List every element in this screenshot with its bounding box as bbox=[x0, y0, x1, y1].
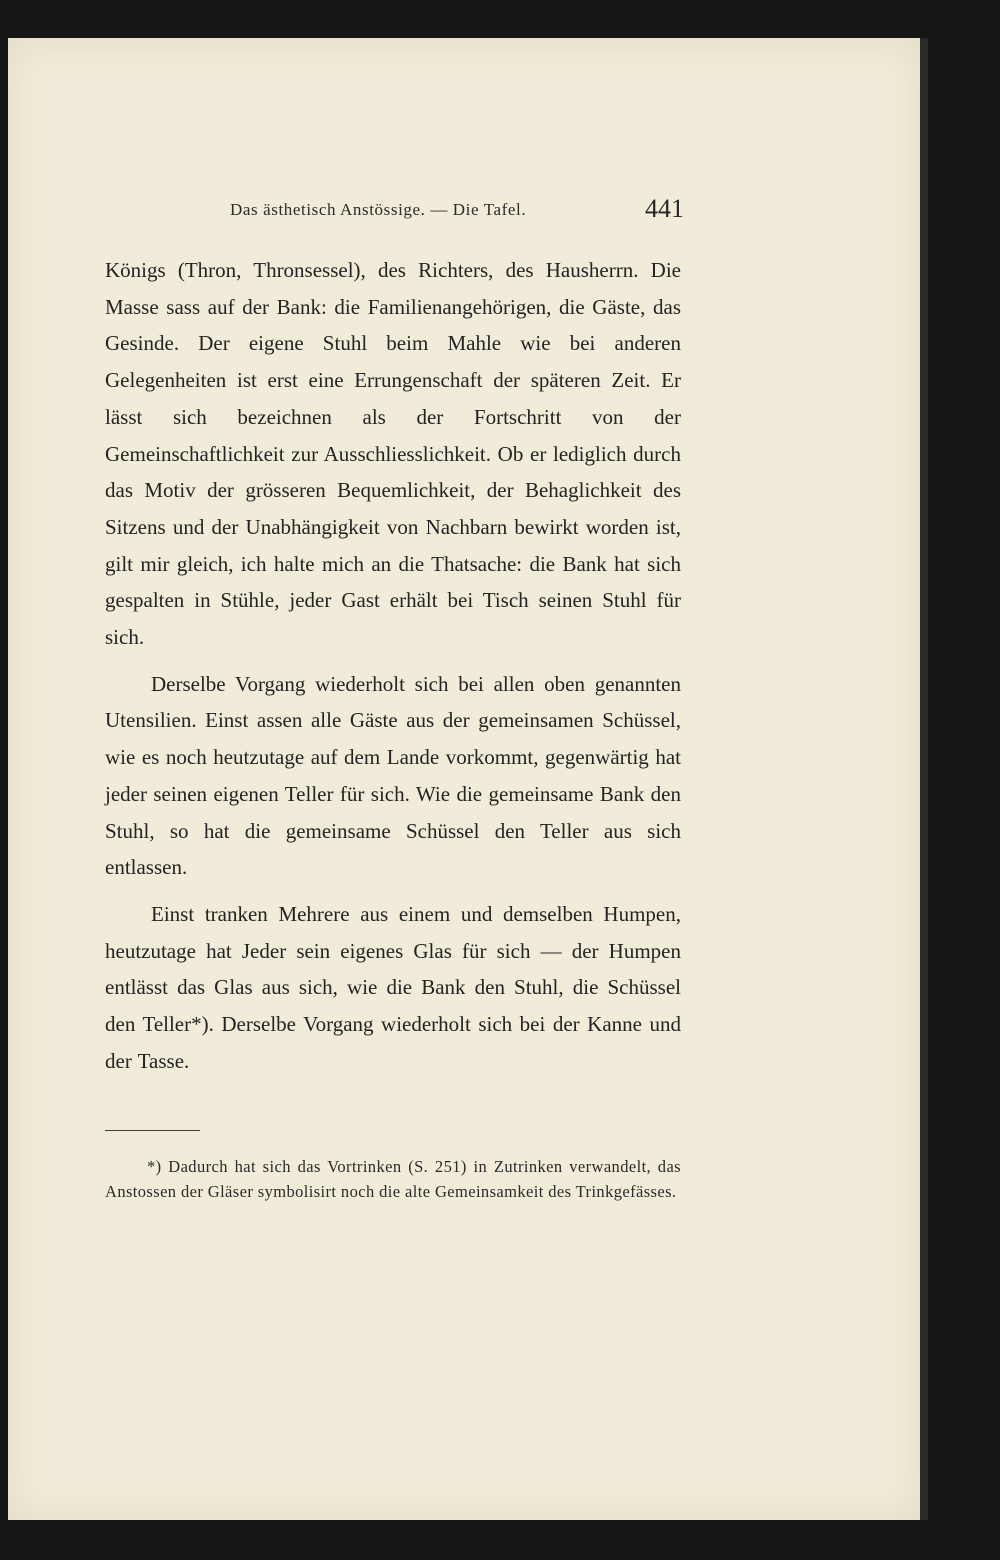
page-edge bbox=[920, 38, 928, 1520]
body-text bbox=[105, 252, 681, 1079]
paragraph-3: Einst tranken Mehrere aus einem und demselben Humpen, heutzutage hat Jeder sein eigenes Glas für sich — der Humpen entlässt das Glas aus sich, wie die Bank den Stuhl, die Schüssel den Teller*). Derselbe Vorgang wiederholt sich bei der Kanne und der Tasse. bbox=[105, 901, 681, 1073]
footnote: *) Dadurch hat sich das Vortrinken (S. 251) in Zutrinken verwandelt, das Anstossen der Gläser symbolisirt noch die alte Gemeinsamkeit des Trinkgefässes. bbox=[105, 1157, 681, 1201]
page-number: 441 bbox=[645, 194, 684, 223]
running-head: Das ästhetisch Anstössige. — Die Tafel. bbox=[230, 200, 527, 219]
paragraph-2: Derselbe Vorgang wiederholt sich bei allen oben genannten Utensilien. Einst assen alle Gäste aus der gemeinsamen Schüssel, wie es noch heutzutage auf dem Lande vorkommt, gegenwärtig hat jeder seinen eigenen Teller für sich. Wie die gemeinsame Bank den Stuhl, so hat die gemeinsame Schüssel den Teller aus sich entlassen. bbox=[105, 671, 681, 880]
footnote-divider bbox=[105, 1130, 200, 1131]
paragraph-1: Königs (Thron, Thronsessel), des Richters, des Hausherrn. Die Masse sass auf der Bank: die Familienangehörigen, die Gäste, das Gesinde. Der eigene Stuhl beim Mahle wie bei anderen Gelegenheiten ist erst eine Errungenschaft der späteren Zeit. Er lässt sich bezeichnen als der Fortschritt von der Gemeinschaftlichkeit zur Ausschliesslichkeit. Ob er lediglich durch das Motiv der grösseren Bequemlichkeit, der Behaglichkeit des Sitzens und der Unabhängigkeit von Nachbarn bewirkt worden ist, gilt mir gleich, ich halte mich an die Thatsache: die Bank hat sich gespalten in Stühle, jeder Gast erhält bei Tisch seinen Stuhl für sich. bbox=[105, 258, 681, 650]
